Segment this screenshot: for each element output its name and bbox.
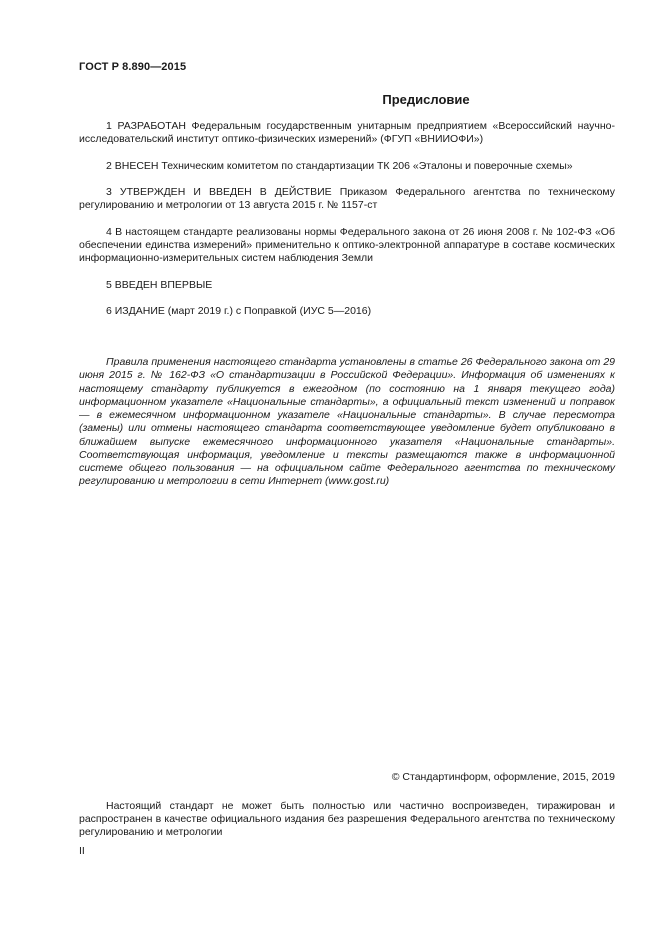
reproduction-rights-notice: Настоящий стандарт не может быть полностью или частично воспроизведен, тиражирован и распространен в качестве официального издания без разрешения Федерального агентства по техническому регулированию и метрологии (79, 800, 615, 839)
paragraph-developed-by: 1 РАЗРАБОТАН Федеральным государственным унитарным предприятием «Всероссийский научно-исследовательский институт оптико-физических измерений» (ФГУП «ВНИИОФИ») (79, 120, 615, 146)
paragraph-introduced-by: 2 ВНЕСЕН Техническим комитетом по стандартизации ТК 206 «Эталоны и поверочные схемы» (106, 160, 573, 172)
document-code: ГОСТ Р 8.890—2015 (79, 61, 187, 73)
paragraph-first-introduced: 5 ВВЕДЕН ВПЕРВЫЕ (106, 279, 213, 291)
paragraph-federal-law: 4 В настоящем стандарте реализованы нормы Федерального закона от 26 июня 2008 г. № 102-ФЗ «Об обеспечении единства измерений» применительно к оптико-электронной аппаратуре в составе космических информационно-измерительных систем наблюдения Земли (79, 226, 615, 265)
standard-application-notice: Правила применения настоящего стандарта установлены в статье 26 Федерального закона от 29 июня 2015 г. № 162-ФЗ «О стандартизации в Российской Федерации». Информация об изменениях к настоящему стандарту публикуется в ежегодном (по состоянию на 1 января текущего года) информационном указателе «Национальные стандарты», а официальный текст изменений и поправок — в ежемесячном информационном указателе «Национальные стандарты». В случае пересмотра (замены) или отмены настоящего стандарта соответствующее уведомление будет опубликовано в ближайшем выпуске ежемесячного информационного указателя «Национальные стандарты». Соответствующая информация, уведомление и тексты размещаются также в информационной системе общего пользования — на официальном сайте Федерального агентства по техническому регулированию и метрологии в сети Интернет (www.gost.ru) (79, 356, 615, 488)
preface-title (79, 92, 615, 107)
page-number: II (79, 845, 85, 857)
copyright-line: © Стандартинформ, оформление, 2015, 2019 (391, 771, 615, 783)
paragraph-edition: 6 ИЗДАНИЕ (март 2019 г.) с Поправкой (ИУС 5—2016) (106, 305, 372, 317)
paragraph-approved: 3 УТВЕРЖДЕН И ВВЕДЕН В ДЕЙСТВИЕ Приказом Федерального агентства по техническому регулированию и метрологии от 13 августа 2015 г. № 1157-ст (79, 186, 615, 212)
preface-title-text: Предисловие (382, 92, 470, 107)
